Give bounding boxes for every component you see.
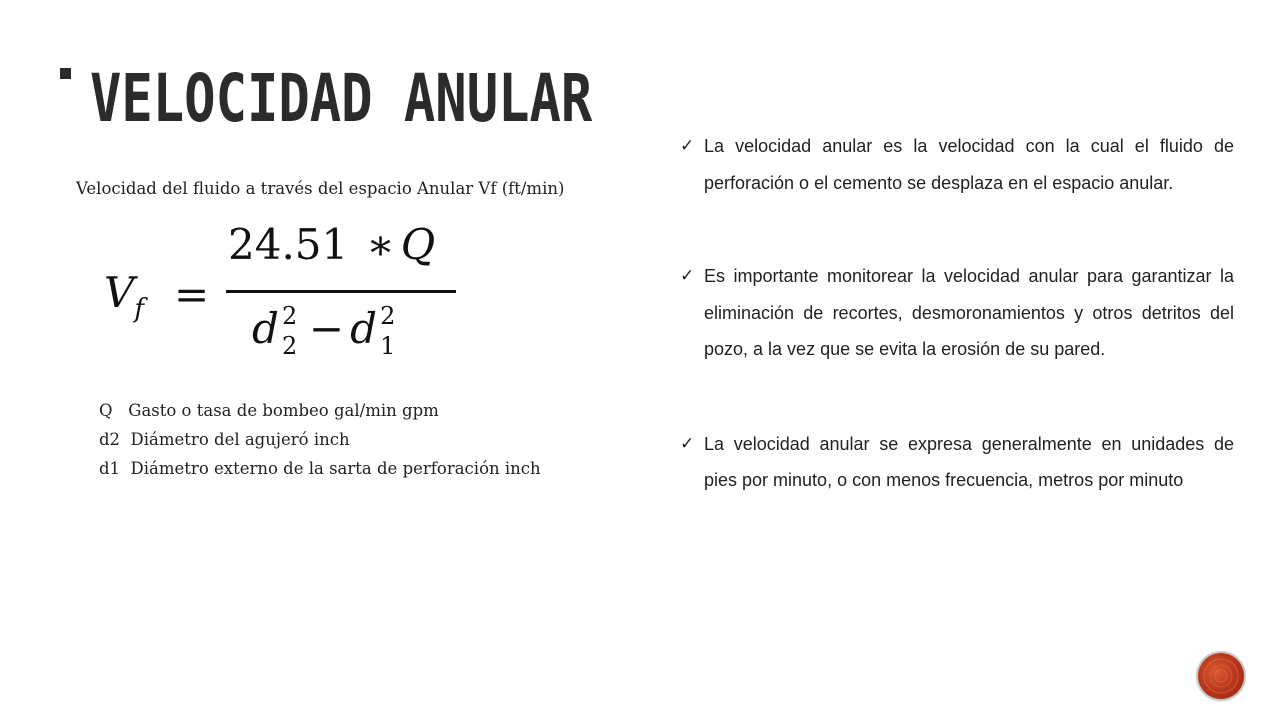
numerator-variable: Q: [400, 220, 436, 269]
denominator-term-2-sub: 1: [380, 332, 396, 360]
denominator-term-1-sup: 2: [282, 302, 298, 330]
denominator-term-1: [252, 302, 305, 360]
denominator-term-1-sub: 2: [282, 332, 298, 360]
formula-subtitle: Velocidad del fluido a través del espacio Anular Vf (ft/min): [76, 179, 565, 198]
formula-equals: =: [174, 270, 210, 319]
denominator-term-2-sup: 2: [380, 302, 396, 330]
numerator-operator: ∗: [366, 220, 395, 269]
checkmark-icon: ✓: [680, 136, 695, 155]
checkmark-icon: ✓: [680, 433, 695, 453]
checkmark-icon: ✓: [680, 266, 695, 285]
numerator-constant: 24.51: [228, 220, 349, 269]
slide-title: VELOCIDAD ANULAR: [90, 60, 593, 137]
variable-legend: [99, 396, 541, 483]
fraction-bar: [226, 290, 456, 293]
formula-lhs: [104, 268, 144, 324]
decorative-circle-icon: [1198, 653, 1244, 699]
bullet-list: [680, 128, 1234, 499]
formula-lhs-subscript: f: [134, 294, 144, 324]
denominator-term-1-symbol: d: [252, 304, 279, 353]
formula-denominator: [252, 302, 403, 360]
formula-lhs-symbol: V: [104, 268, 135, 317]
denominator-term-2-symbol: d: [350, 304, 377, 353]
bullet-text: La velocidad anular se expresa generalmente en unidades de pies por minuto, o con menos frecuencia, metros por minuto: [704, 433, 1234, 490]
formula-numerator: [228, 220, 435, 269]
legend-item-q: Q Gasto o tasa de bombeo gal/min gpm: [99, 401, 439, 420]
bullet-item: [680, 426, 1234, 499]
velocity-formula: [100, 218, 470, 378]
denominator-operator: −: [308, 304, 345, 353]
legend-item-d1: d1 Diámetro externo de la sarta de perforación inch: [99, 459, 541, 478]
denominator-term-2: [350, 302, 403, 360]
legend-item-d2: d2 Diámetro del agujeró inch: [99, 430, 350, 449]
bullet-text: La velocidad anular es la velocidad con la cual el fluido de perforación o el cemento se desplaza en el espacio anular.: [704, 136, 1234, 193]
bullet-item: [680, 128, 1234, 201]
bullet-item: [680, 258, 1234, 368]
bullet-text: Es importante monitorear la velocidad anular para garantizar la eliminación de recortes, desmoronamientos y otros detritos del pozo, a la vez que se evita la erosión de su pared.: [704, 266, 1234, 359]
title-marker: [60, 68, 71, 79]
